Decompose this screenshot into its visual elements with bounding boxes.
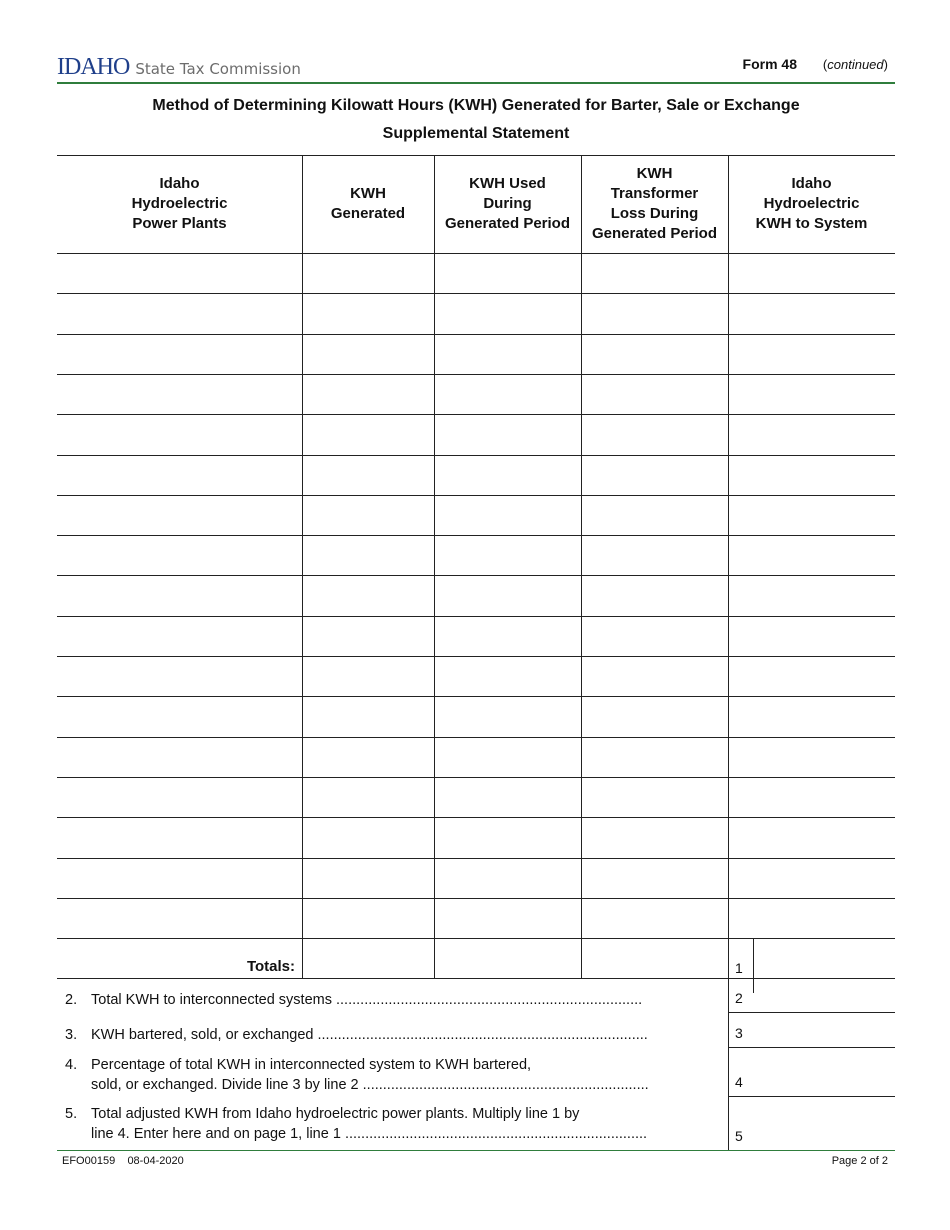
table-entry-cell[interactable] [303, 818, 433, 856]
page-title: Method of Determining Kilowatt Hours (KWH) Generated for Barter, Sale or Exchange [152, 97, 800, 114]
table-entry-cell[interactable] [435, 496, 580, 534]
summary-line-3 [65, 1025, 725, 1045]
table-entry-cell[interactable] [729, 697, 894, 735]
table-entry-cell[interactable] [58, 456, 301, 494]
table-totals-generated[interactable] [303, 939, 433, 977]
table-entry-cell[interactable] [435, 335, 580, 373]
table-entry-cell[interactable] [729, 496, 894, 534]
column-header-label: Idaho Hydroelectric Power Plants [131, 175, 228, 232]
line-4-input[interactable] [754, 1048, 894, 1095]
table-entry-cell[interactable] [729, 456, 894, 494]
form-number: Form 48 [742, 56, 797, 72]
table-entry-cell[interactable] [58, 697, 301, 735]
table-entry-cell[interactable] [435, 536, 580, 574]
table-totals-loss[interactable] [582, 939, 727, 977]
line-number-2: 2 [735, 990, 743, 1006]
table-entry-cell[interactable] [435, 738, 580, 776]
line-text: Percentage of total KWH in interconnected system to KWH bartered, [91, 1057, 532, 1073]
table-entry-cell[interactable] [435, 657, 580, 695]
table-entry-cell[interactable] [303, 657, 433, 695]
line-number-label: 3. [65, 1027, 78, 1043]
form-header [57, 52, 895, 82]
table-entry-cell[interactable] [58, 294, 301, 332]
column-header-power-plants [57, 155, 302, 253]
table-entry-cell[interactable] [58, 617, 301, 655]
table-entry-cell[interactable] [582, 738, 727, 776]
table-entry-cell[interactable] [303, 294, 433, 332]
table-entry-cell[interactable] [435, 576, 580, 614]
table-entry-cell[interactable] [582, 335, 727, 373]
page-number: Page 2 of 2 [831, 1155, 888, 1167]
table-entry-cell[interactable] [435, 375, 580, 413]
table-entry-cell[interactable] [58, 859, 301, 897]
line-1-input[interactable] [754, 939, 894, 977]
table-entry-cell[interactable] [303, 617, 433, 655]
line-number-4: 4 [735, 1074, 743, 1090]
table-entry-cell[interactable] [58, 254, 301, 292]
line-text-continued: sold, or exchanged. Divide line 3 by line 2 ....................................................................... [91, 1077, 649, 1093]
totals-label: Totals: [246, 958, 295, 975]
table-top-rule [57, 155, 895, 156]
table-entry-cell[interactable] [58, 335, 301, 373]
table-entry-cell[interactable] [435, 818, 580, 856]
column-header-label: KWH Used During Generated Period [444, 175, 571, 232]
summary-column-rule [728, 977, 729, 1150]
table-entry-cell[interactable] [582, 375, 727, 413]
table-entry-cell[interactable] [582, 818, 727, 856]
table-entry-cell[interactable] [582, 899, 727, 937]
table-entry-cell[interactable] [303, 496, 433, 534]
table-entry-cell[interactable] [435, 697, 580, 735]
summary-line-2 [65, 990, 725, 1010]
table-entry-cell[interactable] [582, 657, 727, 695]
summary-line-4 [65, 1055, 725, 1095]
table-entry-cell[interactable] [729, 254, 894, 292]
table-entry-cell[interactable] [58, 657, 301, 695]
table-entry-cell[interactable] [435, 254, 580, 292]
table-entry-cell[interactable] [303, 254, 433, 292]
table-entry-cell[interactable] [729, 415, 894, 453]
table-entry-cell[interactable] [582, 254, 727, 292]
table-entry-cell[interactable] [729, 617, 894, 655]
table-entry-cell[interactable] [58, 496, 301, 534]
table-entry-cell[interactable] [303, 335, 433, 373]
table-entry-cell[interactable] [303, 415, 433, 453]
table-entry-cell[interactable] [582, 456, 727, 494]
table-entry-cell[interactable] [435, 899, 580, 937]
table-entry-cell[interactable] [303, 536, 433, 574]
form-code-footer [62, 1155, 184, 1167]
agency-logo [57, 54, 301, 80]
line-5-input[interactable] [754, 1097, 894, 1149]
table-entry-cell[interactable] [303, 375, 433, 413]
table-entry-cell[interactable] [582, 576, 727, 614]
line-number-label: 5. [65, 1106, 78, 1122]
line-2-input[interactable] [754, 978, 894, 1011]
dot-leader: .................................................................................. [317, 1027, 648, 1043]
line-3-input[interactable] [754, 1013, 894, 1046]
table-totals-used[interactable] [435, 939, 580, 977]
table-entry-cell[interactable] [435, 859, 580, 897]
column-header-label: Idaho Hydroelectric KWH to System [755, 175, 868, 232]
table-entry-cell[interactable] [582, 415, 727, 453]
table-entry-cell[interactable] [729, 536, 894, 574]
footer-divider [57, 1150, 895, 1151]
table-entry-cell[interactable] [582, 697, 727, 735]
table-entry-cell[interactable] [303, 576, 433, 614]
header-divider [57, 82, 895, 84]
table-entry-cell[interactable] [58, 738, 301, 776]
table-entry-cell[interactable] [729, 859, 894, 897]
column-header-transformer-loss [581, 155, 728, 253]
line-number-3: 3 [735, 1025, 743, 1041]
line-number-label: 4. [65, 1057, 78, 1073]
line-text: Total KWH to interconnected systems [91, 992, 336, 1008]
line-text-continued: line 4. Enter here and on page 1, line 1 ........................................................................... [91, 1126, 648, 1142]
table-entry-cell[interactable] [582, 536, 727, 574]
line-number-5: 5 [735, 1128, 743, 1144]
table-entry-cell[interactable] [729, 818, 894, 856]
table-entry-cell[interactable] [303, 859, 433, 897]
table-entry-cell[interactable] [729, 899, 894, 937]
table-entry-cell[interactable] [58, 536, 301, 574]
table-entry-cell[interactable] [58, 818, 301, 856]
table-entry-cell[interactable] [435, 456, 580, 494]
table-entry-cell[interactable] [729, 576, 894, 614]
line-number-1: 1 [735, 960, 743, 976]
table-entry-cell[interactable] [58, 375, 301, 413]
line-text: KWH bartered, sold, or exchanged [91, 1027, 318, 1043]
table-entry-cell[interactable] [582, 778, 727, 816]
table-entry-cell[interactable] [582, 859, 727, 897]
agency-name: State Tax Commission [135, 60, 301, 78]
table-entry-cell[interactable] [582, 294, 727, 332]
table-entry-cell[interactable] [582, 496, 727, 534]
column-header-label: KWH Generated [330, 185, 406, 222]
form-revision-date: 08-04-2020 [127, 1155, 184, 1167]
column-header-kwh-to-system [728, 155, 895, 253]
table-entry-cell[interactable] [303, 697, 433, 735]
table-entry-cell[interactable] [435, 415, 580, 453]
table-entry-cell[interactable] [729, 738, 894, 776]
table-entry-cell[interactable] [58, 899, 301, 937]
page-subtitle: Supplemental Statement [382, 125, 570, 142]
table-entry-cell[interactable] [58, 778, 301, 816]
table-entry-cell[interactable] [729, 375, 894, 413]
idaho-logo-mark: IDAHO [57, 54, 130, 80]
dot-leader: ....................................................................... [362, 1077, 649, 1093]
table-entry-cell[interactable] [729, 657, 894, 695]
continued-text: continued [827, 57, 884, 72]
column-header-label: KWH Transformer Loss During Generated Period [591, 165, 718, 242]
summary-line-5 [65, 1104, 725, 1144]
table-entry-cell[interactable] [582, 617, 727, 655]
table-entry-cell[interactable] [303, 778, 433, 816]
table-entry-cell[interactable] [435, 294, 580, 332]
table-entry-cell[interactable] [729, 294, 894, 332]
table-entry-cell[interactable] [58, 415, 301, 453]
table-entry-cell[interactable] [435, 617, 580, 655]
table-entry-cell[interactable] [303, 738, 433, 776]
table-entry-cell[interactable] [58, 576, 301, 614]
table-entry-cell[interactable] [729, 778, 894, 816]
table-entry-cell[interactable] [729, 335, 894, 373]
dot-leader: ............................................................................ [336, 992, 643, 1008]
line-number-label: 2. [65, 992, 78, 1008]
continued-note: (continued) [822, 57, 888, 72]
dot-leader: ........................................................................... [344, 1126, 648, 1142]
column-header-kwh-generated [302, 155, 434, 253]
table-entry-cell[interactable] [435, 778, 580, 816]
column-header-kwh-used [434, 155, 581, 253]
table-entry-cell[interactable] [303, 899, 433, 937]
line-text: Total adjusted KWH from Idaho hydroelectric power plants. Multiply line 1 by [91, 1106, 580, 1122]
table-entry-cell[interactable] [303, 456, 433, 494]
form-code: EFO00159 [62, 1155, 116, 1167]
